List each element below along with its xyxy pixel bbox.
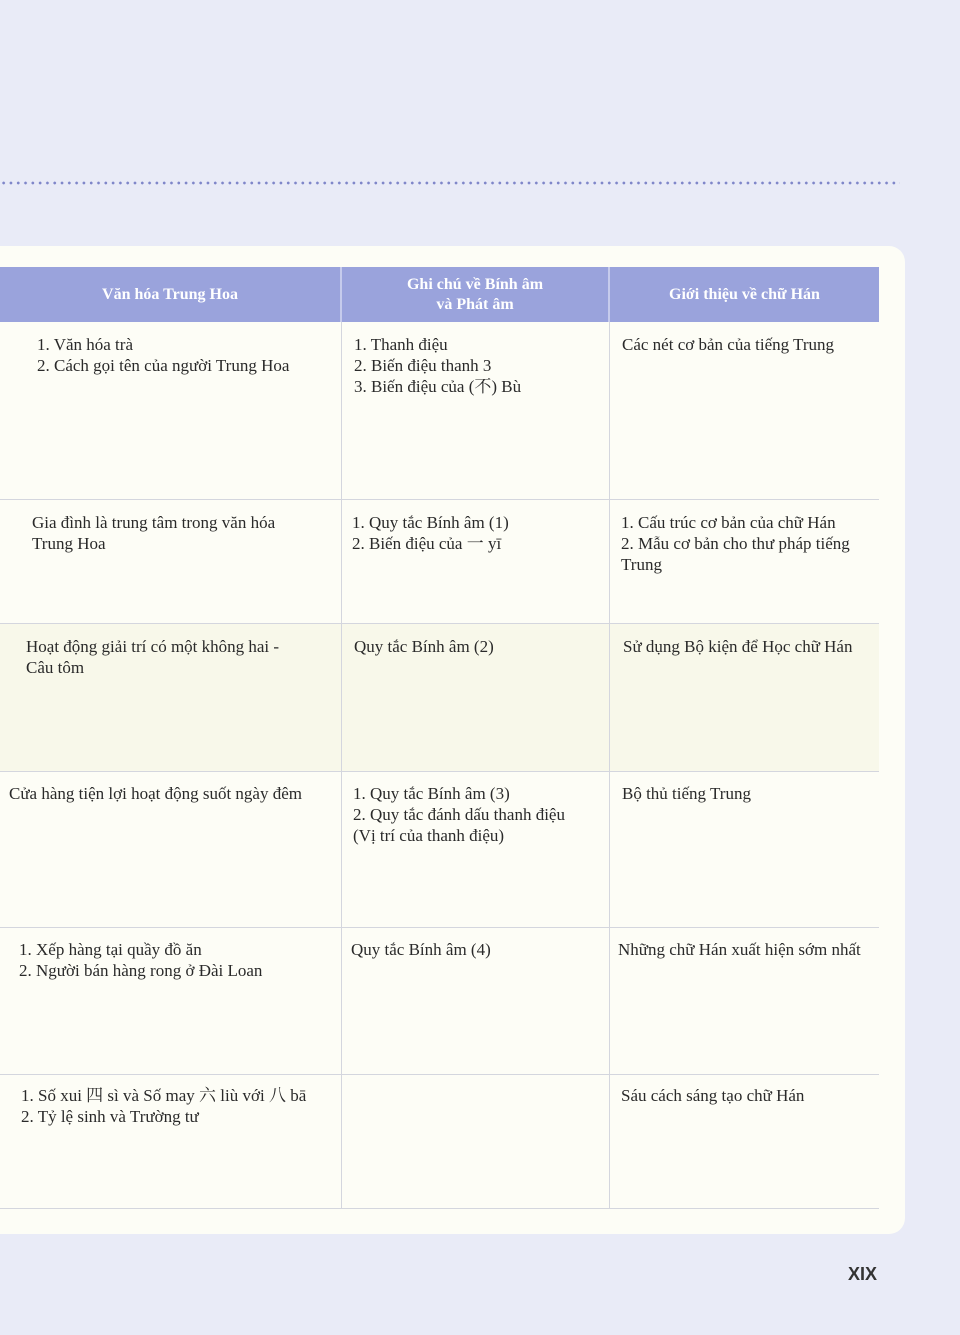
cell-line: 2. Tỷ lệ sinh và Trường tư: [21, 1107, 199, 1126]
header-hanzi: [610, 267, 879, 322]
cell-hanzi: [610, 322, 879, 499]
cell-line: (Vị trí của thanh điệu): [353, 826, 505, 845]
table-row: [0, 772, 879, 928]
cell-pinyin: [342, 500, 610, 623]
cell-line: 1. Quy tắc Bính âm (1): [352, 513, 509, 532]
cell-pinyin: [342, 928, 610, 1074]
cell-line: Trung: [621, 555, 662, 574]
cell-line: 1. Cấu trúc cơ bản của chữ Hán: [621, 513, 836, 532]
cell-line: 2. Mẫu cơ bản cho thư pháp tiếng: [621, 534, 850, 553]
page-number: XIX: [848, 1264, 878, 1284]
cell-pinyin: [342, 772, 610, 927]
curriculum-table: [0, 267, 879, 1209]
cell-culture: [0, 322, 342, 499]
cell-line: Hoạt động giải trí có một không hai -: [26, 637, 280, 656]
table-row: [0, 624, 879, 772]
cell-line: Bộ thủ tiếng Trung: [622, 784, 751, 803]
cell-line: Sử dụng Bộ kiện để Học chữ Hán: [623, 637, 853, 656]
cell-pinyin: [342, 1075, 610, 1208]
header-culture-label: Văn hóa Trung Hoa: [102, 285, 238, 303]
cell-culture: [0, 772, 342, 927]
cell-line: Trung Hoa: [32, 534, 106, 553]
header-hanzi-label: Giới thiệu về chữ Hán: [669, 285, 820, 303]
cell-line: 1. Số xui 四 sì và Số may 六 liù với 八 bā: [21, 1086, 307, 1105]
cell-line: Sáu cách sáng tạo chữ Hán: [621, 1086, 805, 1105]
cell-line: Câu tôm: [26, 658, 85, 677]
table-row: [0, 928, 879, 1075]
cell-pinyin: [342, 624, 610, 771]
table-row: [0, 1075, 879, 1209]
cell-line: 3. Biến điệu của (不) Bù: [354, 377, 522, 396]
cell-line: 2. Biến điệu của 一 yī: [352, 534, 502, 553]
cell-line: Những chữ Hán xuất hiện sớm nhất: [618, 940, 861, 959]
cell-culture: [0, 624, 342, 771]
cell-hanzi: [610, 1075, 879, 1208]
cell-culture: [0, 1075, 342, 1208]
cell-culture: [0, 500, 342, 623]
cell-line: 2. Biến điệu thanh 3: [354, 356, 492, 375]
cell-culture: [0, 928, 342, 1074]
cell-line: Quy tắc Bính âm (2): [354, 637, 494, 656]
cell-hanzi: [610, 624, 879, 771]
cell-line: Cửa hàng tiện lợi hoạt động suốt ngày đêm: [9, 784, 302, 803]
cell-pinyin: [342, 322, 610, 499]
cell-line: Gia đình là trung tâm trong văn hóa: [32, 513, 276, 532]
header-culture: [0, 267, 342, 322]
cell-hanzi: [610, 500, 879, 623]
cell-line: 1. Quy tắc Bính âm (3): [353, 784, 510, 803]
table-row: [0, 500, 879, 624]
cell-line: Các nét cơ bản của tiếng Trung: [622, 335, 835, 354]
cell-line: 2. Cách gọi tên của người Trung Hoa: [37, 356, 290, 375]
header-pinyin-label: Ghi chú về Bính âm và Phát âm: [406, 275, 544, 313]
table-row: [0, 322, 879, 500]
cell-line: 1. Văn hóa trà: [37, 335, 133, 354]
dotted-separator: [0, 181, 900, 185]
table-header: [0, 267, 879, 322]
cell-hanzi: [610, 928, 879, 1074]
header-pinyin: [342, 267, 610, 322]
cell-line: 2. Quy tắc đánh dấu thanh điệu: [353, 805, 565, 824]
cell-line: Quy tắc Bính âm (4): [351, 940, 491, 959]
cell-line: 1. Thanh điệu: [354, 335, 448, 354]
cell-line: 1. Xếp hàng tại quầy đồ ăn: [19, 940, 202, 959]
cell-line: 2. Người bán hàng rong ở Đài Loan: [19, 961, 263, 980]
cell-hanzi: [610, 772, 879, 927]
